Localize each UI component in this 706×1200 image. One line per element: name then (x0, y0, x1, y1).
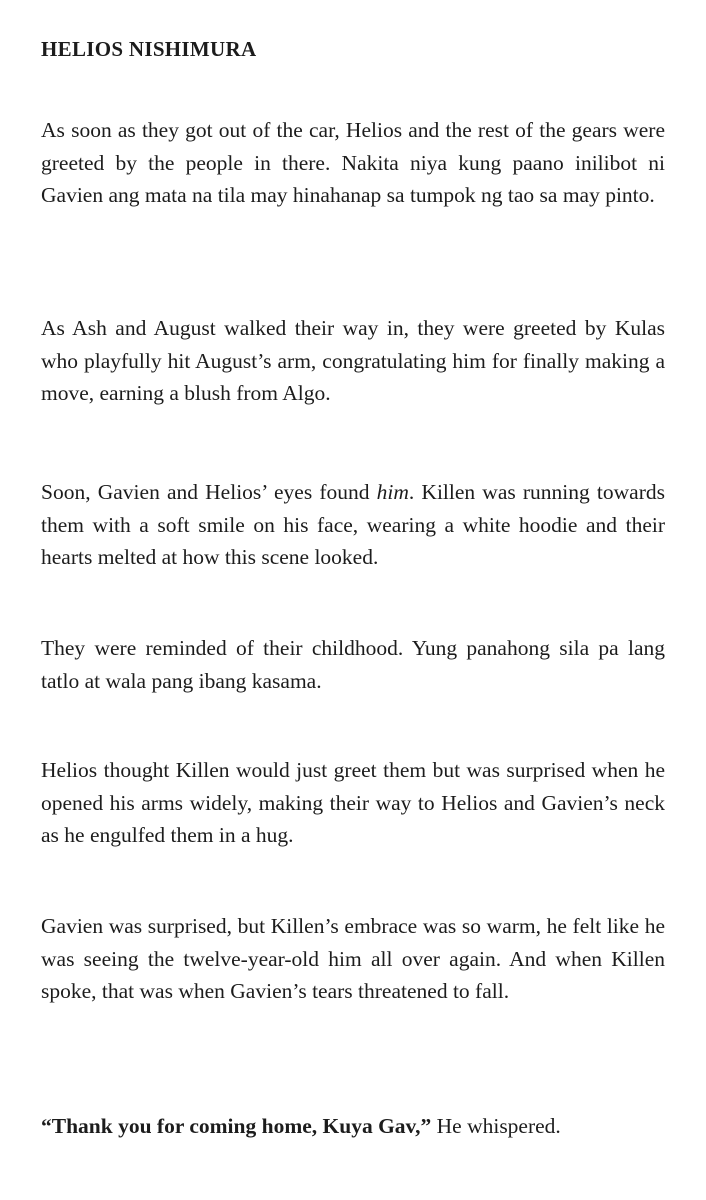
dialogue-tag: He whispered. (431, 1114, 561, 1138)
document-page (41, 34, 665, 1138)
paragraph-3 (41, 476, 665, 574)
paragraph-3-after: . Killen was running towards them with a soft smile on his face, wearing a white hoodie and their hearts melted at how this scene looked. (41, 480, 665, 569)
paragraph-4: They were reminded of their childhood. Yung panahong sila pa lang tatlo at wala pang ibang kasama. (41, 636, 665, 693)
paragraph-5: Helios thought Killen would just greet them but was surprised when he opened his arms widely, making their way to Helios and Gavien’s neck as he engulfed them in a hug. (41, 758, 665, 847)
paragraph-3-before: Soon, Gavien and Helios’ eyes found (41, 480, 377, 504)
paragraph-7 (41, 1110, 665, 1143)
paragraph-6: Gavien was surprised, but Killen’s embrace was so warm, he felt like he was seeing the twelve-year-old him all over again. And when Killen spoke, that was when Gavien’s tears threatened to fall. (41, 914, 665, 1003)
paragraph-2: As Ash and August walked their way in, they were greeted by Kulas who playfully hit August’s arm, congratulating him for finally making a move, earning a blush from Algo. (41, 316, 665, 405)
paragraph-3-emphasis: him (376, 480, 409, 504)
dialogue-quote: “Thank you for coming home, Kuya Gav,” (41, 1114, 432, 1138)
paragraph-1: As soon as they got out of the car, Helios and the rest of the gears were greeted by the people in there. Nakita niya kung paano inilibot ni Gavien ang mata na tila may hinahanap sa tumpok ng tao sa may pinto. (41, 118, 665, 207)
section-heading: HELIOS NISHIMURA (41, 37, 257, 61)
